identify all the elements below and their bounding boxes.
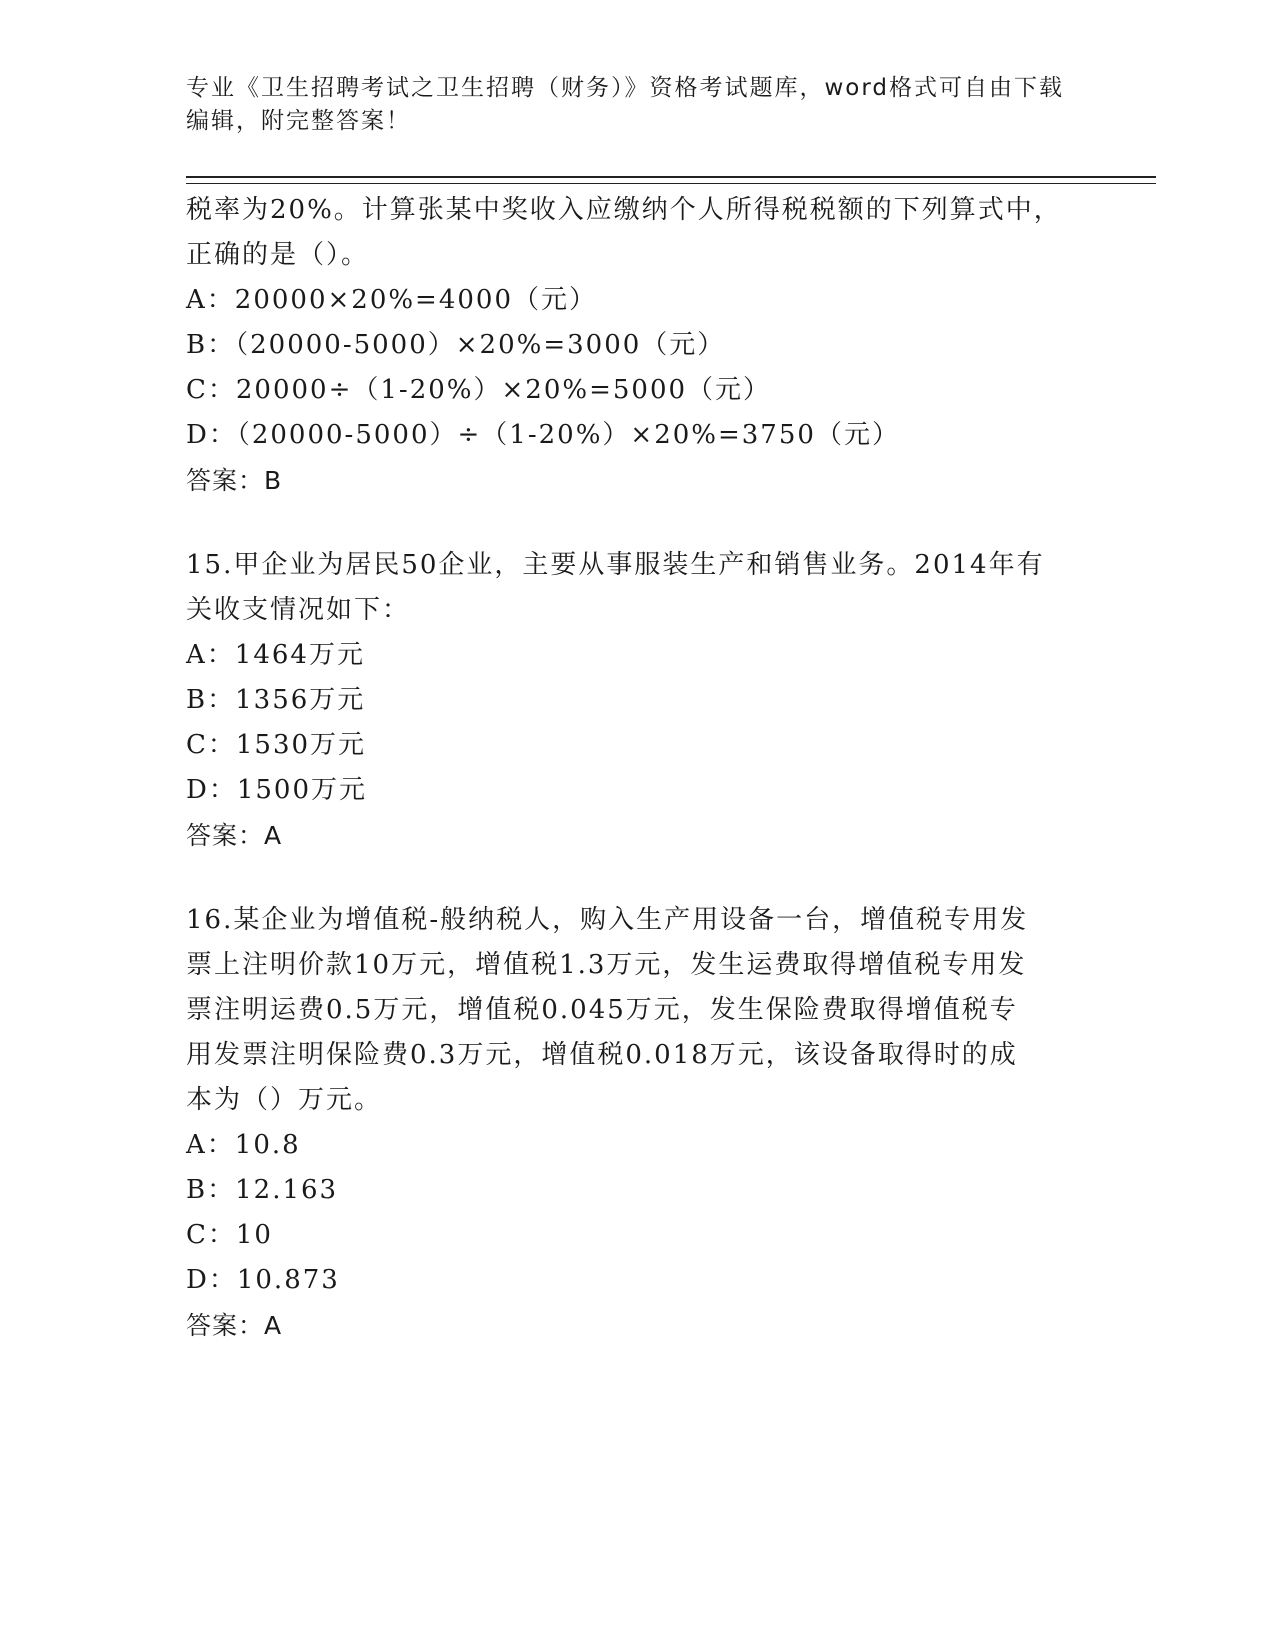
header-divider bbox=[186, 176, 1156, 184]
option-c: C：20000÷（1-20%）×20%=5000（元） bbox=[186, 375, 772, 405]
header-line-2: 编辑，附完整答案！ bbox=[186, 108, 411, 134]
answer-label: 答案：B bbox=[186, 466, 283, 495]
question-content bbox=[186, 188, 1086, 1348]
question-stem-line: 本为（）万元。 bbox=[186, 1085, 383, 1115]
header-line-1: 专业《卫生招聘考试之卫生招聘（财务）》资格考试题库，word格式可自由下载 bbox=[186, 75, 1065, 101]
option-b: B：12.163 bbox=[186, 1175, 339, 1205]
document-header bbox=[186, 72, 1086, 138]
question-spacer bbox=[186, 503, 1086, 543]
question-16 bbox=[186, 898, 1086, 1348]
option-a: A：20000×20%=4000（元） bbox=[186, 285, 598, 315]
answer-label: 答案：A bbox=[186, 1311, 283, 1340]
option-a: A：1464万元 bbox=[186, 640, 365, 670]
question-stem-line: 正确的是（）。 bbox=[186, 240, 370, 270]
option-d: D：1500万元 bbox=[186, 775, 368, 805]
question-stem-line: 票注明运费0.5万元，增值税0.045万元，发生保险费取得增值税专 bbox=[186, 995, 1018, 1025]
question-stem-line: 票上注明价款10万元，增值税1.3万元，发生运费取得增值税专用发 bbox=[186, 950, 1027, 980]
option-b: B：（20000-5000）×20%=3000（元） bbox=[186, 330, 726, 360]
question-spacer bbox=[186, 858, 1086, 898]
answer-label: 答案：A bbox=[186, 821, 283, 850]
question-stem-line: 税率为20%。计算张某中奖收入应缴纳个人所得税税额的下列算式中， bbox=[186, 195, 1062, 225]
question-stem-line: 16.某企业为增值税-般纳税人，购入生产用设备一台，增值税专用发 bbox=[186, 905, 1029, 935]
option-c: C：1530万元 bbox=[186, 730, 367, 760]
option-a: A：10.8 bbox=[186, 1130, 301, 1160]
question-15 bbox=[186, 543, 1086, 858]
option-d: D：（20000-5000）÷（1-20%）×20%=3750（元） bbox=[186, 420, 900, 450]
question-stem-line: 关收支情况如下： bbox=[186, 595, 411, 625]
question-stem-line: 15.甲企业为居民50企业，主要从事服装生产和销售业务。2014年有 bbox=[186, 550, 1045, 580]
question-stem-line: 用发票注明保险费0.3万元，增值税0.018万元，该设备取得时的成 bbox=[186, 1040, 1018, 1070]
option-c: C：10 bbox=[186, 1220, 273, 1250]
question-14 bbox=[186, 188, 1086, 503]
option-d: D：10.873 bbox=[186, 1265, 340, 1295]
option-b: B：1356万元 bbox=[186, 685, 366, 715]
